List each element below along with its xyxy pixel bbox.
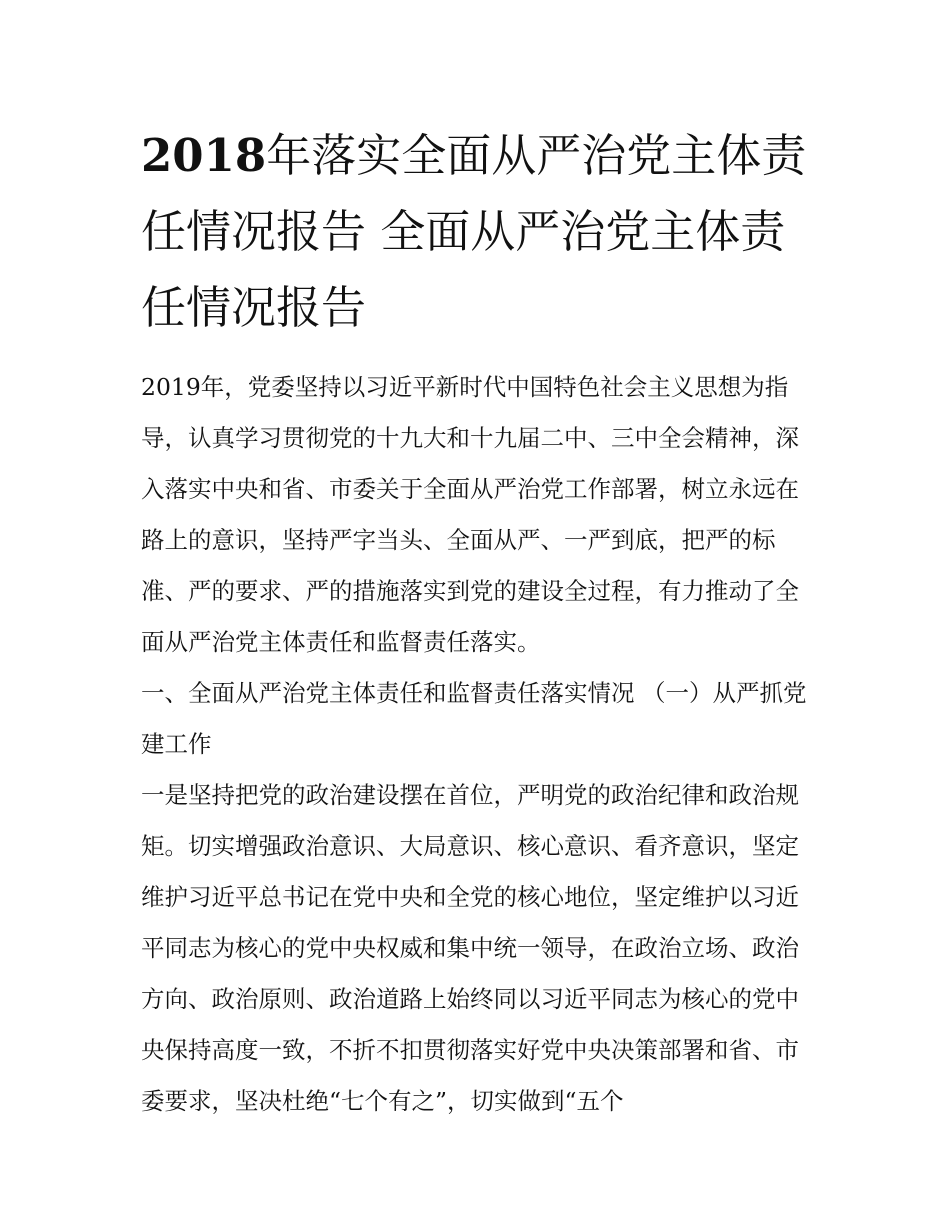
section-heading: 一、全面从严治党主体责任和监督责任落实情况 （一）从严抓党建工作 xyxy=(141,679,807,758)
document-title xyxy=(141,118,813,346)
document-content xyxy=(141,118,813,1127)
title-year: 2018 xyxy=(141,129,267,182)
title-text: 年落实全面从严治党主体责任情况报告 全面从严治党主体责任情况报告 xyxy=(141,129,807,334)
paragraph-intro: 2019年，党委坚持以习近平新时代中国特色社会主义思想为指导，认真学习贯彻党的十九大和十九届二中、三中全会精神，深入落实中央和省、市委关于全面从严治党工作部署，树立永远在路上的意识，坚持严字当头、全面从严、一严到底，把严的标准、严的要求、严的措施落实到党的建设全过程，有力推动了全面从严治党主体责任和监督责任落实。 xyxy=(141,373,799,656)
paragraph-point-one: 一是坚持把党的政治建设摆在首位，严明党的政治纪律和政治规矩。切实增强政治意识、大局意识、核心意识、看齐意识，坚定维护习近平总书记在党中央和全党的核心地位，坚定维护以习近平同志为核心的党中央权威和集中统一领导，在政治立场、政治方向、政治原则、政治道路上始终同以习近平同志为核心的党中央保持高度一致，不折不扣贯彻落实好党中央决策部署和省、市委要求，坚决杜绝“七个有之”，切实做到“五个 xyxy=(141,781,799,1115)
document-body xyxy=(141,362,813,1127)
